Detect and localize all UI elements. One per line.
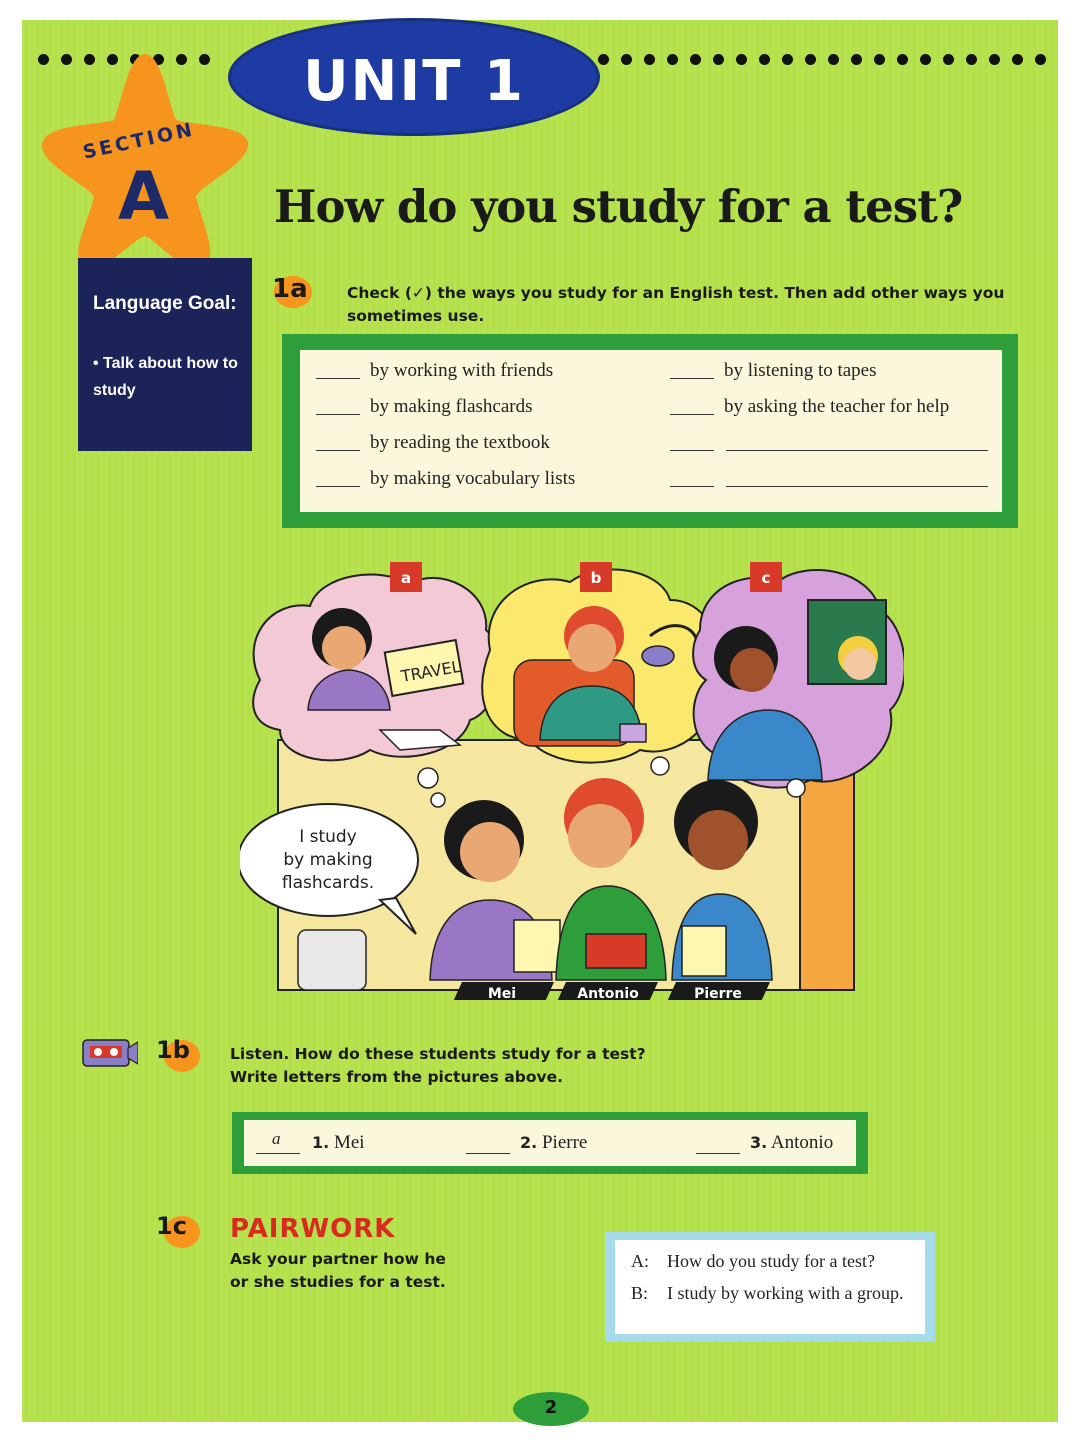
option-label: by working with friends bbox=[370, 360, 554, 381]
dialog-speaker: B: bbox=[631, 1283, 649, 1303]
option-label: by reading the textbook bbox=[370, 432, 550, 453]
speech-line-2: by making bbox=[283, 850, 373, 870]
option-label: by making flashcards bbox=[370, 396, 533, 417]
answer-blank[interactable] bbox=[696, 1152, 740, 1154]
dialog-line: I study by working with a group. bbox=[667, 1283, 904, 1303]
option-label: by listening to tapes bbox=[724, 360, 877, 381]
check-blank[interactable] bbox=[316, 485, 360, 487]
language-goal-box bbox=[78, 258, 252, 451]
name-tag-pierre bbox=[666, 982, 770, 1000]
option-label: by asking the teacher for help bbox=[724, 396, 950, 417]
check-blank[interactable] bbox=[316, 377, 360, 379]
picture-label-b bbox=[580, 562, 612, 592]
write-in-line[interactable] bbox=[726, 485, 988, 487]
name-tag-antonio bbox=[556, 982, 658, 1000]
check-blank[interactable] bbox=[670, 413, 714, 415]
page-number-badge bbox=[513, 1392, 589, 1426]
picture-label-a bbox=[390, 562, 422, 592]
section-label: SECTION bbox=[80, 118, 197, 164]
trash-can bbox=[298, 930, 366, 990]
section-letter: A bbox=[118, 158, 170, 235]
dialog-speaker: A: bbox=[631, 1251, 649, 1271]
thought-bubble-a bbox=[253, 575, 499, 761]
check-blank[interactable] bbox=[670, 449, 714, 451]
page-number: 2 bbox=[544, 1397, 558, 1418]
language-goal-title: Language Goal: bbox=[93, 293, 237, 314]
exercise-1c-instruction-2: or she studies for a test. bbox=[230, 1273, 446, 1291]
svg-text:b: b bbox=[590, 569, 602, 587]
picture-label-c bbox=[750, 562, 782, 592]
check-blank[interactable] bbox=[670, 377, 714, 379]
thought-bubble-b bbox=[482, 570, 718, 763]
svg-text:Antonio: Antonio bbox=[577, 986, 639, 1000]
exercise-number-1c: 1c bbox=[156, 1212, 187, 1240]
speech-line-3: flashcards. bbox=[281, 873, 375, 893]
write-in-line[interactable] bbox=[726, 449, 988, 451]
svg-text:c: c bbox=[761, 569, 771, 587]
cassette-listen-icon bbox=[82, 1036, 138, 1070]
pairwork-heading: PAIRWORK bbox=[230, 1214, 396, 1244]
unit-title: UNIT 1 bbox=[303, 49, 525, 114]
svg-text:a: a bbox=[400, 569, 412, 587]
travel-card-text: TRAVEL bbox=[399, 656, 463, 686]
exercise-1c-instruction-1: Ask your partner how he bbox=[230, 1250, 446, 1268]
page-title: How do you study for a test? bbox=[274, 180, 963, 233]
name-tag-mei bbox=[452, 982, 554, 1000]
exercise-number-1b: 1b bbox=[156, 1036, 190, 1064]
dialog-box bbox=[605, 1232, 935, 1342]
students-illustration bbox=[240, 560, 904, 1000]
exercise-1a-instruction: Check (✓) the ways you study for an English test. Then add other ways you sometimes use. bbox=[347, 284, 1005, 325]
language-goal-item: • Talk about how to study bbox=[93, 355, 238, 399]
answer-filled: a bbox=[272, 1129, 281, 1148]
check-blank[interactable] bbox=[316, 449, 360, 451]
answer-blank[interactable] bbox=[256, 1152, 300, 1154]
answer-item-2: 2. Pierre bbox=[520, 1132, 588, 1153]
exercise-1b-instruction-1: Listen. How do these students study for a test? bbox=[230, 1045, 646, 1063]
exercise-1a-box bbox=[282, 334, 1018, 528]
answer-item-1: 1. Mei bbox=[312, 1132, 365, 1153]
option-label: by making vocabulary lists bbox=[370, 468, 576, 489]
check-blank[interactable] bbox=[316, 413, 360, 415]
exercise-1b-box bbox=[232, 1112, 868, 1174]
svg-text:Mei: Mei bbox=[487, 986, 517, 1000]
svg-text:Pierre: Pierre bbox=[694, 986, 742, 1000]
exercise-number-1a: 1a bbox=[272, 274, 308, 304]
dotted-rule-right bbox=[598, 52, 1060, 68]
dialog-line: How do you study for a test? bbox=[667, 1251, 875, 1271]
answer-item-3: 3. Antonio bbox=[750, 1132, 834, 1153]
thought-bubble-c bbox=[693, 570, 904, 788]
speech-line-1: I study bbox=[299, 827, 357, 847]
exercise-1b-instruction-2: Write letters from the pictures above. bbox=[230, 1068, 563, 1086]
check-blank[interactable] bbox=[670, 485, 714, 487]
answer-blank[interactable] bbox=[466, 1152, 510, 1154]
unit-banner bbox=[228, 18, 600, 136]
